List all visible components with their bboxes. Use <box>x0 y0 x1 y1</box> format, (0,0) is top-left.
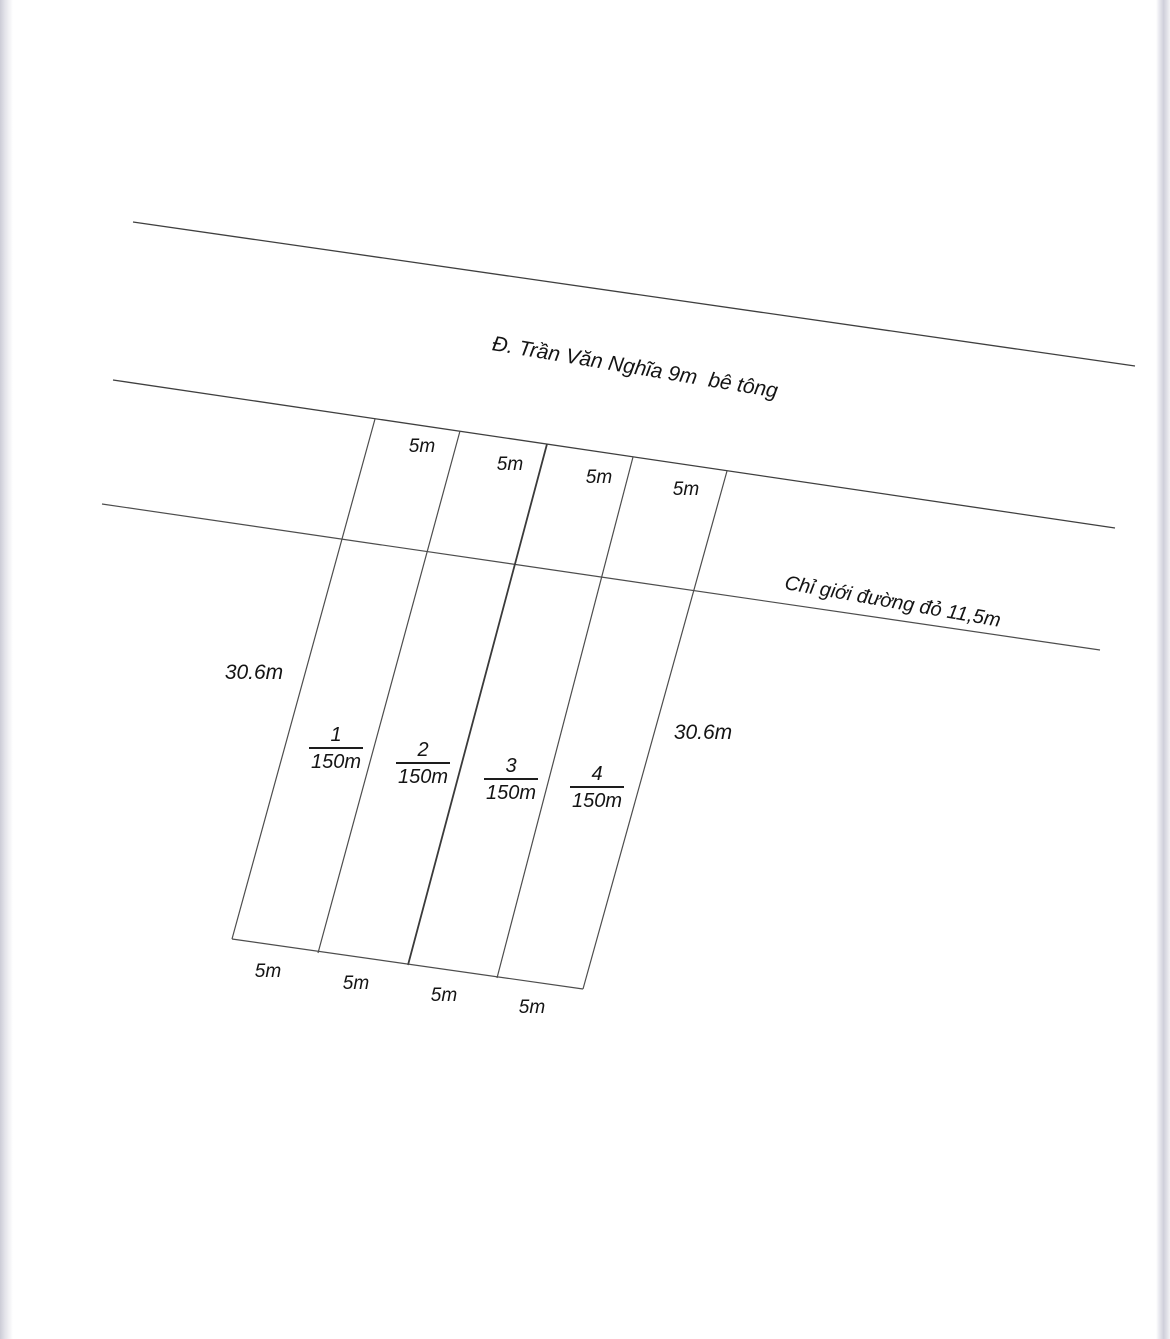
plot-3-4-divider-line <box>497 457 633 978</box>
left-depth-label: 30.6m <box>224 661 284 684</box>
right-depth-label: 30.6m <box>673 721 733 744</box>
plot-2-number: 2 <box>417 739 429 761</box>
red-boundary-line <box>102 504 1100 650</box>
plot-1-label <box>309 724 363 773</box>
road-name-label: Đ. Trần Văn Nghĩa 9m bê tông <box>490 332 780 403</box>
plot-4-number: 4 <box>591 763 603 785</box>
plot-4-bottom-width-label: 5m <box>518 997 546 1018</box>
plot-3-label <box>484 755 538 804</box>
plot-2-3-divider-line <box>408 444 547 965</box>
plot-3-bottom-width-label: 5m <box>430 985 458 1006</box>
plot-1-2-divider-line <box>318 431 460 953</box>
plot-2-top-width-label: 5m <box>496 454 524 475</box>
plot-1-area: 150m <box>310 751 362 773</box>
plot-2-label <box>396 739 450 788</box>
plot-4-top-width-label: 5m <box>672 479 700 500</box>
plot-2-area: 150m <box>397 766 449 788</box>
red-boundary-label: Chỉ giới đường đỏ 11,5m <box>782 572 1003 632</box>
plot-4-area: 150m <box>571 790 623 812</box>
road-bottom-edge-line <box>113 380 1115 528</box>
plot-1-top-width-label: 5m <box>408 436 436 457</box>
plot-block-bottom-edge-line <box>232 939 583 989</box>
plot-3-number: 3 <box>505 755 517 777</box>
road-top-edge-line <box>133 222 1135 366</box>
plot-3-area: 150m <box>485 782 537 804</box>
plot-1-bottom-width-label: 5m <box>254 961 282 982</box>
plot-3-top-width-label: 5m <box>585 467 613 488</box>
plot-1-number: 1 <box>330 724 342 746</box>
plot-4-label <box>570 763 624 812</box>
plot-2-bottom-width-label: 5m <box>342 973 370 994</box>
